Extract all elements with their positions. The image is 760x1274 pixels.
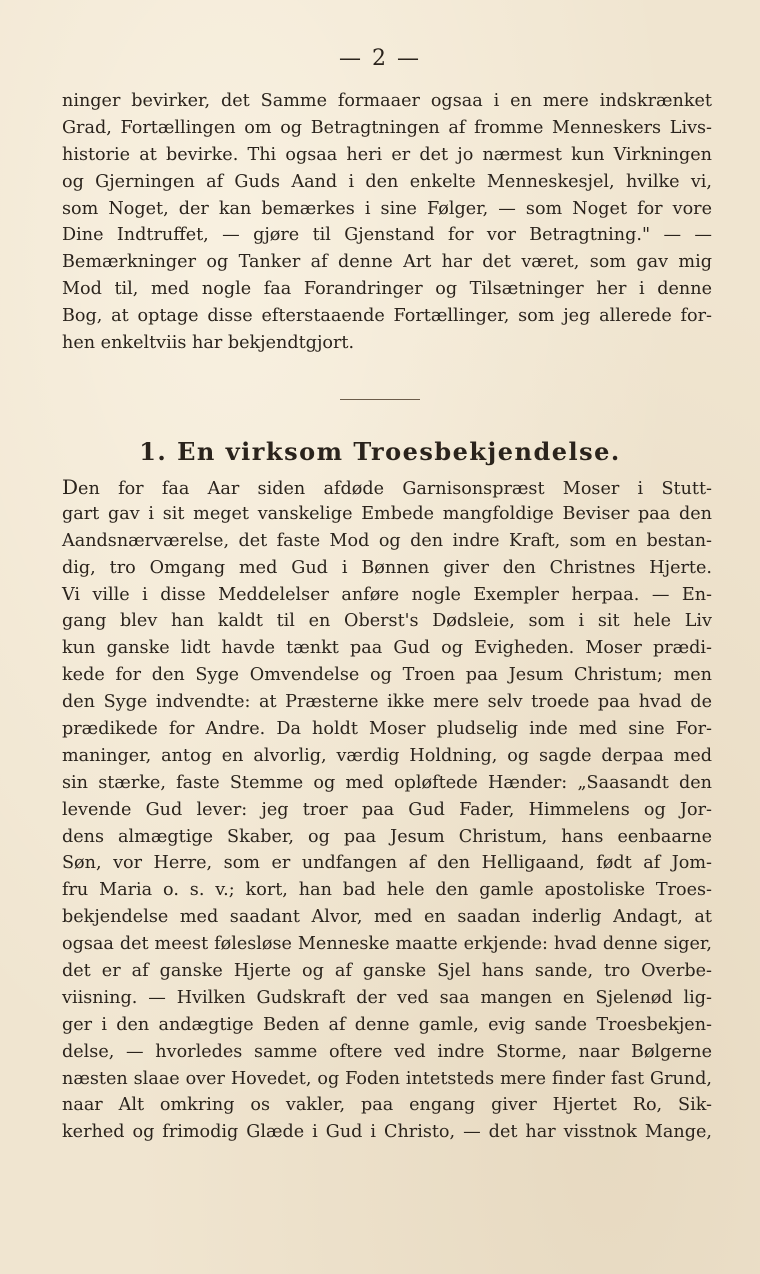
text-line: som Noget, der kan bemærkes i sine Følger, — som Noget for vore — [62, 198, 712, 219]
section-divider — [340, 399, 420, 400]
text-line: fru Maria o. s. v.; kort, han bad hele den gamle apostoliske Troes- — [62, 880, 712, 901]
chapter-heading: 1. En virksom Troesbekjendelse. — [139, 437, 621, 466]
text-line: Den for faa Aar siden afdøde Garnisonspræst Moser i Stutt- — [62, 475, 712, 499]
text-line: dig, tro Omgang med Gud i Bønnen giver den Christnes Hjerte. — [62, 557, 712, 578]
text-line: Dine Indtruffet, — gjøre til Gjenstand for vor Betragtning." — — — [62, 225, 712, 246]
text-line: kun ganske lidt havde tænkt paa Gud og Evigheden. Moser prædi- — [62, 638, 712, 659]
text-line: ninger bevirker, det Samme formaaer ogsaa i en mere indskrænket — [62, 91, 712, 111]
text-line: gart gav i sit meget vanskelige Embede mangfoldige Beviser paa den — [62, 503, 712, 524]
text-line: ger i den andægtige Beden af denne gamle, evig sande Troesbekjen- — [62, 1014, 712, 1035]
text-line: hen enkeltviis har bekjendtgjort. — [62, 333, 355, 354]
text-line: kede for den Syge Omvendelse og Troen paa Jesum Christum; men — [62, 665, 712, 686]
text-line: historie at bevirke. Thi ogsaa heri er det jo nærmest kun Virkningen — [62, 144, 712, 165]
text-line: delse, — hvorledes samme oftere ved indre Storme, naar Bølgerne — [62, 1041, 712, 1062]
text-line: naar Alt omkring os vakler, paa engang giver Hjertet Ro, Sik- — [62, 1095, 712, 1116]
text-line: prædikede for Andre. Da holdt Moser pludselig inde med sine For- — [62, 719, 712, 740]
text-line: næsten slaae over Hovedet, og Foden intetsteds mere finder fast Grund, — [62, 1068, 712, 1089]
text-line: bekjendelse med saadant Alvor, med en saadan inderlig Andagt, at — [62, 907, 712, 928]
text-line: Mod til, med nogle faa Forandringer og Tilsætninger her i denne — [62, 279, 712, 300]
text-line: maninger, antog en alvorlig, værdig Holdning, og sagde derpaa med — [62, 745, 712, 766]
page-number: — 2 — — [339, 46, 421, 71]
text-line: levende Gud lever: jeg troer paa Gud Fader, Himmelens og Jor- — [62, 799, 712, 820]
text-line: dens almægtige Skaber, og paa Jesum Christum, hans eenbaarne — [62, 826, 712, 847]
intro-paragraph — [62, 88, 712, 357]
text-line: gang blev han kaldt til en Oberst's Dødsleie, som i sit hele Liv — [62, 611, 712, 632]
text-line: Vi ville i disse Meddelelser anføre nogle Exempler herpaa. — En- — [62, 584, 712, 605]
text-line: Bemærkninger og Tanker af denne Art har det været, som gav mig — [62, 252, 712, 273]
text-line: og Gjerningen af Guds Aand i den enkelte Menneskesjel, hvilke vi, — [62, 171, 712, 192]
chapter-body — [62, 474, 712, 1146]
text-line: viisning. — Hvilken Gudskraft der ved saa mangen en Sjelenød lig- — [62, 987, 712, 1008]
text-line: sin stærke, faste Stemme og med opløftede Hænder: „Saasandt den — [62, 772, 712, 793]
text-line: Grad, Fortællingen om og Betragtningen af fromme Menneskers Livs- — [62, 117, 712, 138]
text-line: ogsaa det meest følesløse Menneske maatte erkjende: hvad denne siger, — [62, 934, 712, 955]
text-line: den Syge indvendte: at Præsterne ikke mere selv troede paa hvad de — [62, 692, 712, 713]
text-line: kerhed og frimodig Glæde i Gud i Christo, — det har visstnok Mange, — [62, 1122, 712, 1143]
text-line: det er af ganske Hjerte og af ganske Sjel hans sande, tro Overbe- — [62, 961, 712, 982]
text-line: Aandsnærværelse, det faste Mod og den indre Kraft, som en bestan- — [62, 530, 712, 551]
text-line: Søn, vor Herre, som er undfangen af den Helligaand, født af Jom- — [62, 853, 712, 874]
text-line: Bog, at optage disse efterstaaende Fortællinger, som jeg allerede for- — [62, 306, 712, 327]
